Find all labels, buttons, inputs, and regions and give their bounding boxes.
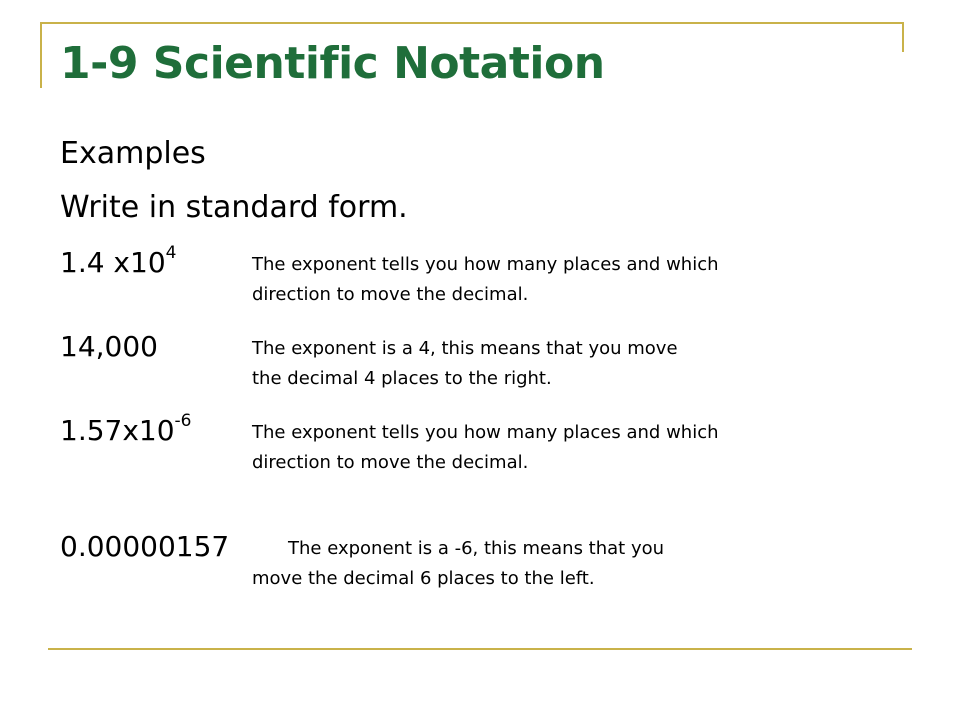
examples-heading: Examples (60, 136, 206, 171)
example-2-note-line-1: The exponent is a 4, this means that you move (252, 338, 678, 359)
top-border-line (40, 22, 904, 24)
example-3-exponent: -6 (174, 410, 192, 431)
example-3-note (252, 418, 719, 478)
example-4-note-line-1: The exponent is a -6, this means that you (288, 538, 665, 559)
slide-title: 1-9 Scientific Notation (60, 38, 605, 89)
example-3-note-line-2: direction to move the decimal. (252, 452, 529, 473)
example-4-note-line-2: move the decimal 6 places to the left. (252, 568, 595, 589)
bottom-border-line (48, 648, 912, 650)
example-2-term (60, 330, 158, 363)
example-2-note (252, 334, 678, 394)
instruction-text: Write in standard form. (60, 190, 408, 225)
example-1-base: 1.4 x10 (60, 246, 166, 279)
example-1-note-line-2: direction to move the decimal. (252, 284, 529, 305)
example-1-exponent: 4 (165, 242, 177, 263)
example-2-base: 14,000 (60, 330, 158, 363)
example-3-note-line-1: The exponent tells you how many places and which (252, 422, 719, 443)
example-1-term (60, 242, 177, 279)
example-4-base: 0.00000157 (60, 530, 230, 563)
example-4-term (60, 530, 229, 563)
example-2-note-line-2: the decimal 4 places to the right. (252, 368, 552, 389)
example-1-note (252, 250, 719, 310)
left-border-line (40, 22, 42, 88)
example-4-note (252, 534, 664, 594)
example-3-base: 1.57x10 (60, 414, 175, 447)
right-border-line (902, 22, 904, 52)
example-1-note-line-1: The exponent tells you how many places and which (252, 254, 719, 275)
example-3-term (60, 410, 192, 447)
